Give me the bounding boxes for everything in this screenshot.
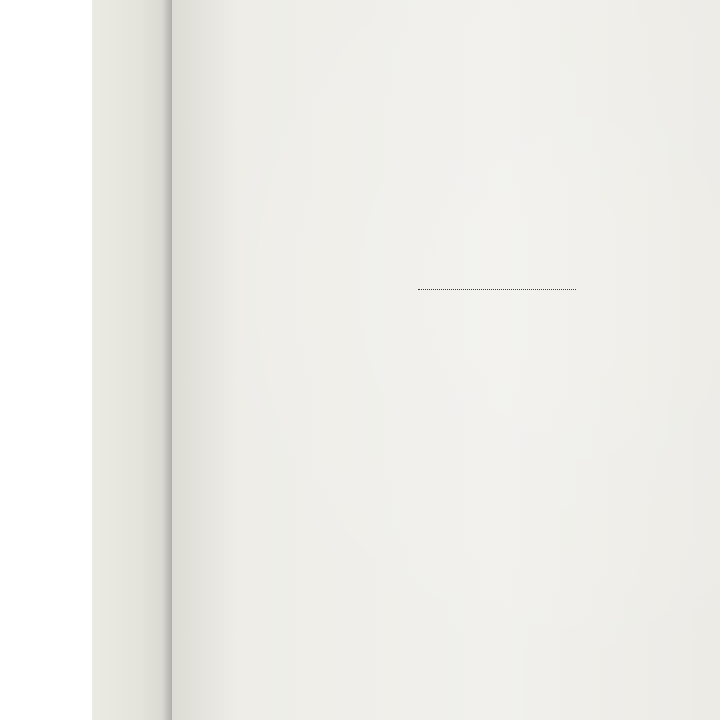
chapter-leader-dots: [418, 289, 576, 290]
right-page-toc: [172, 0, 720, 720]
left-page: [92, 0, 172, 720]
lighting-overlay: [172, 0, 720, 720]
